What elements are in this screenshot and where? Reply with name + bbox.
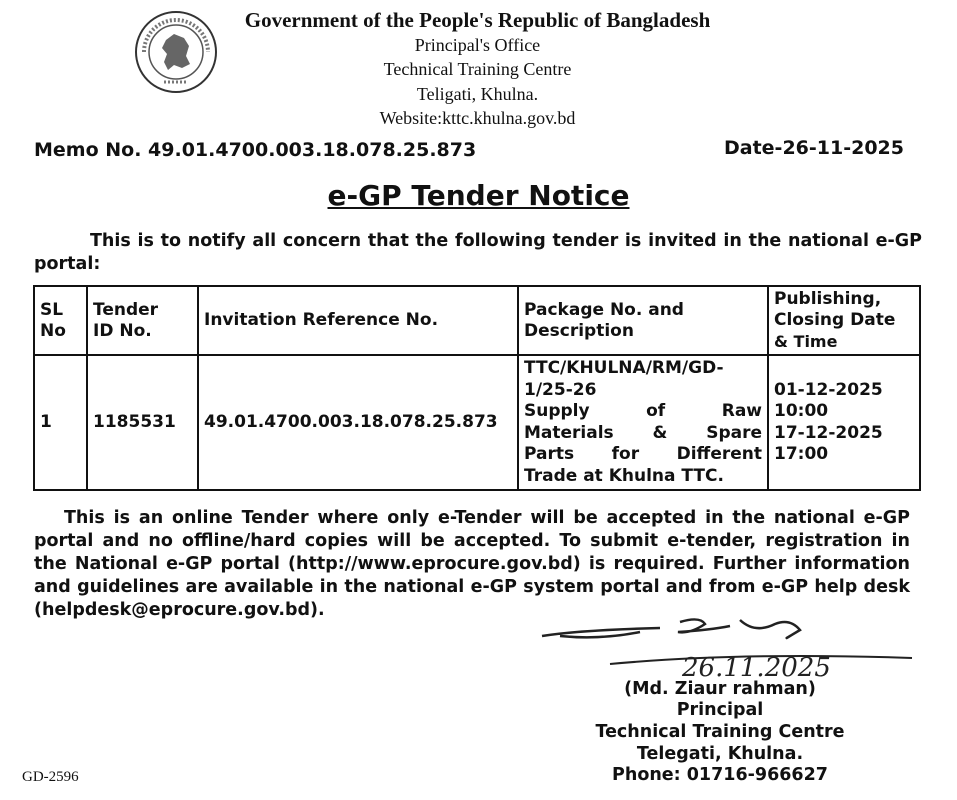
header-sl-line1: SL: [40, 299, 64, 320]
header-dates-line3: & Time: [774, 332, 838, 351]
signature-date: 26.11.2025: [682, 653, 831, 683]
package-line: Supply of Raw: [524, 401, 762, 421]
header-package: Package No. and Description: [518, 286, 768, 355]
header-tender-id-line2: ID No.: [93, 320, 152, 341]
table-header-row: [34, 286, 920, 355]
header-tender-id: [87, 286, 198, 355]
memo-number: Memo No. 49.01.4700.003.18.078.25.873: [34, 139, 477, 161]
package-line: Trade at Khulna TTC.: [524, 465, 724, 486]
publishing-time: 10:00: [774, 401, 829, 421]
signatory-phone: Phone: 01716-966627: [612, 765, 828, 785]
footer-code: GD-2596: [22, 769, 79, 785]
page-title: e-GP Tender Notice: [327, 179, 630, 212]
package-line: TTC/KHULNA/RM/GD-: [524, 358, 724, 378]
office-name: Principal's Office: [414, 35, 541, 55]
package-line: Parts for Different: [524, 444, 762, 464]
tender-table: [33, 285, 921, 491]
header-dates-line2: Closing Date: [774, 310, 896, 330]
notice-date: Date-26-11-2025: [724, 137, 904, 159]
signatory-designation: Principal: [676, 700, 764, 720]
table-row: [34, 355, 920, 490]
signatory-location: Telegati, Khulna.: [636, 744, 804, 764]
intro-paragraph: This is to notify all concern that the following tender is invited in the national e-GP portal:: [34, 231, 922, 274]
publishing-date: 01-12-2025: [774, 379, 883, 400]
website: Website:kttc.khulna.gov.bd: [379, 108, 576, 128]
signatory-centre: Technical Training Centre: [595, 722, 845, 742]
centre-name: Technical Training Centre: [383, 59, 572, 79]
row-tender-id: 1185531: [87, 355, 198, 490]
closing-date: 17-12-2025: [774, 422, 883, 443]
header-dates: [768, 286, 920, 355]
closing-time: 17:00: [774, 444, 829, 464]
row-package: [518, 355, 768, 490]
header-dates-line1: Publishing,: [774, 289, 882, 309]
row-invitation: 49.01.4700.003.18.078.25.873: [198, 355, 518, 490]
signatory-name: (Md. Ziaur rahman): [624, 679, 816, 699]
header-invitation: Invitation Reference No.: [198, 286, 518, 355]
header-sl: [34, 286, 87, 355]
header-sl-line2: No: [40, 320, 66, 341]
centre-location: Teligati, Khulna.: [416, 84, 539, 104]
government-seal-icon: [134, 10, 218, 94]
government-heading: Government of the People's Republic of Bangladesh: [244, 8, 711, 32]
row-sl: 1: [34, 355, 87, 490]
package-line: Materials & Spare: [524, 422, 762, 443]
package-line: 1/25-26: [524, 379, 597, 400]
row-dates: [768, 355, 920, 490]
header-tender-id-line1: Tender: [93, 299, 159, 320]
body-paragraph: This is an online Tender where only e-Tender will be accepted in the national e-GP portal and no offline/hard copies will be accepted. To submit e-tender, registration in the National e-GP portal (http://www.eprocure.gov.bd) is required. Further information and guidelines are available in the national e-GP system portal and from e-GP help desk (helpdesk@eprocure.gov.bd).: [34, 508, 910, 620]
